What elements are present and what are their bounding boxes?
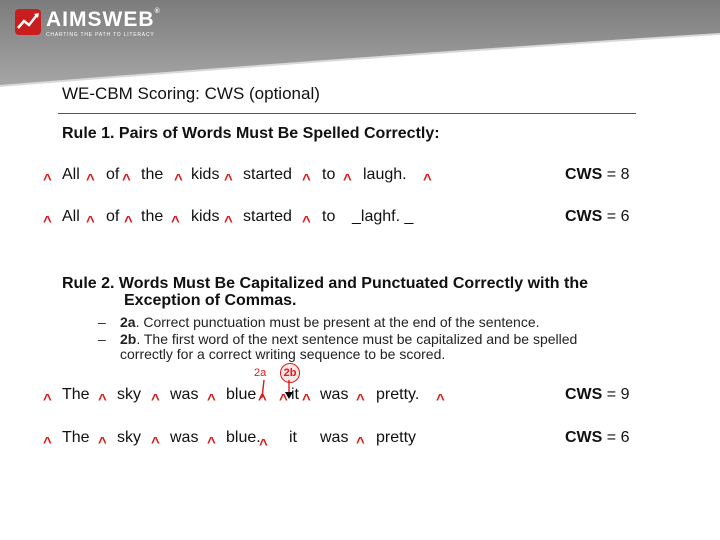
caret-marker: ^ [436, 391, 445, 408]
caret-marker: ^ [43, 434, 52, 451]
rule2-heading-line1: Rule 2. Words Must Be Capitalized and Punctuated Correctly with the [62, 275, 588, 292]
rule1-heading: Rule 1. Pairs of Words Must Be Spelled Correctly: [62, 125, 440, 142]
caret-marker: ^ [356, 391, 365, 408]
word: The [62, 429, 90, 446]
caret-marker: ^ [224, 171, 233, 188]
caret-marker: ^ [423, 171, 432, 188]
rule2a-badge: 2a [254, 367, 267, 379]
slide-title: WE-CBM Scoring: CWS (optional) [62, 84, 320, 103]
caret-marker: ^ [207, 434, 216, 451]
word: of [106, 166, 120, 183]
brand-tagline: CHARTING THE PATH TO LITERACY [46, 32, 155, 38]
rule2-heading-line2: Exception of Commas. [124, 292, 297, 309]
caret-marker: ^ [302, 213, 311, 230]
word: the [141, 166, 164, 183]
cws-score: CWS = 8 [565, 166, 630, 183]
caret-marker: ^ [124, 213, 133, 230]
title-divider [58, 113, 636, 114]
aimsweb-logo-icon [14, 8, 42, 36]
caret-marker: ^ [86, 171, 95, 188]
word: All [62, 208, 80, 225]
rule2b-note: – 2b. The first word of the next sentence must be capitalized and be spelled [98, 331, 578, 347]
word: was [320, 429, 349, 446]
word: the [141, 208, 164, 225]
caret-marker: ^ [151, 434, 160, 451]
rule2b-note-cont: correctly for a correct writing sequence to be scored. [120, 346, 446, 362]
caret-marker: ^ [174, 171, 183, 188]
word: blue [226, 386, 257, 403]
cws-score: CWS = 6 [565, 208, 630, 225]
cws-score: CWS = 9 [565, 386, 630, 403]
word: sky [117, 429, 141, 446]
caret-marker: ^ [86, 213, 95, 230]
caret-marker: ^ [302, 391, 311, 408]
caret-marker: ^ [98, 434, 107, 451]
caret-marker: ^ [207, 391, 216, 408]
word: it [291, 386, 299, 403]
word: laugh. [363, 166, 407, 183]
misspelled-word: _laghf. _ [352, 208, 414, 225]
word: it [289, 429, 297, 446]
caret-marker: ^ [224, 213, 233, 230]
caret-marker: ^ [43, 391, 52, 408]
brand-name: AIMSWEB® [46, 8, 161, 31]
word: pretty [376, 429, 417, 446]
word: All [62, 166, 80, 183]
caret-marker: ^ [98, 391, 107, 408]
word: kids [191, 166, 220, 183]
rule2a-note: – 2a. Correct punctuation must be present at the end of the sentence. [98, 314, 540, 330]
word: pretty. [376, 386, 420, 403]
word: started [243, 166, 292, 183]
cws-score: CWS = 6 [565, 429, 630, 446]
caret-marker: ^ [171, 213, 180, 230]
word: started [243, 208, 292, 225]
caret-marker: ^ [122, 171, 131, 188]
caret-marker: ^ [43, 213, 52, 230]
caret-marker: ^ [302, 171, 311, 188]
word: blue. [226, 429, 261, 446]
word: The [62, 386, 90, 403]
word: kids [191, 208, 220, 225]
word: was [320, 386, 349, 403]
caret-marker: ^ [43, 171, 52, 188]
caret-marker: ^ [279, 391, 288, 408]
word: was [170, 429, 199, 446]
rule2b-badge: 2b [280, 363, 300, 383]
word: to [322, 166, 336, 183]
word: sky [117, 386, 141, 403]
caret-marker: ^ [343, 171, 352, 188]
caret-marker: ^ [356, 434, 365, 451]
caret-marker: ^ [259, 436, 268, 453]
word: of [106, 208, 120, 225]
word: was [170, 386, 199, 403]
caret-marker: ^ [151, 391, 160, 408]
caret-marker: ^ [258, 391, 267, 408]
word: to [322, 208, 336, 225]
